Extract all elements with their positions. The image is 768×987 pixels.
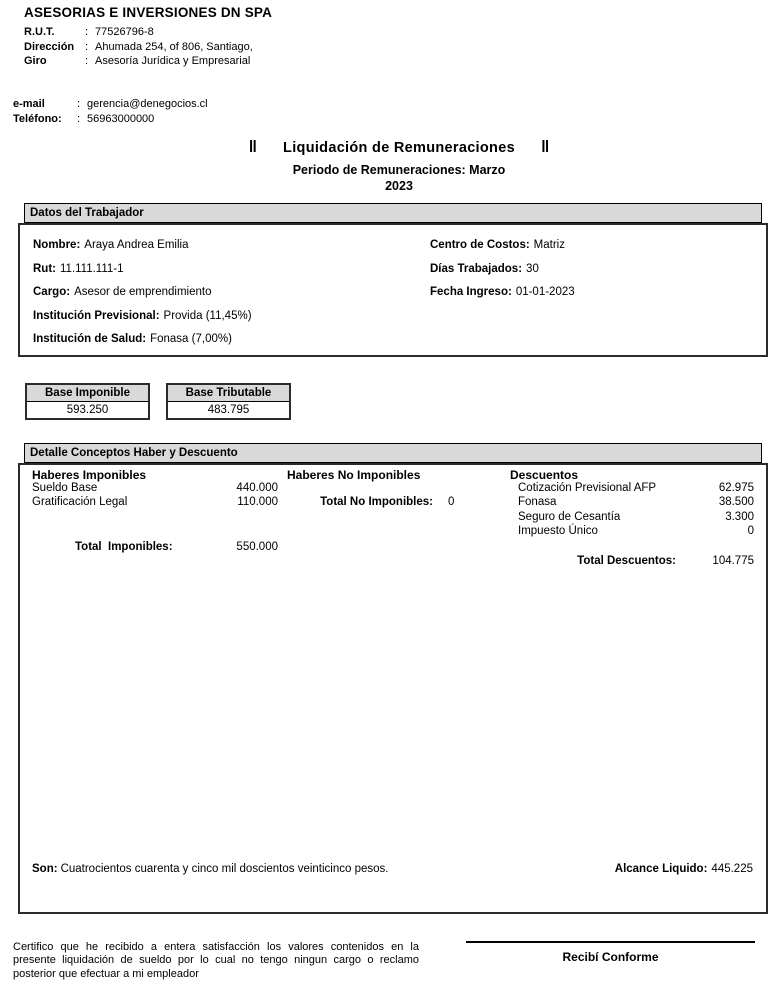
worker-name-pair (33, 239, 188, 251)
signature-label: Recibí Conforme (562, 950, 659, 964)
descuento-row-cesantia (518, 511, 754, 524)
pension-institution-value: Provida (11,45%) (163, 309, 252, 322)
descuento-row-impuesto (518, 525, 754, 538)
company-address-row (24, 40, 272, 55)
worker-position-pair (33, 286, 212, 298)
health-institution-value: Fonasa (7,00%) (150, 333, 232, 345)
total-imponibles-label: Total Imponibles: (75, 541, 173, 553)
rut-label: R.U.T. (24, 26, 55, 38)
total-imponibles-value: 550.000 (236, 541, 278, 553)
worker-name-label: Nombre: (33, 239, 81, 251)
certification-text: Certifico que he recibido a entera satisfacción los valores contenidos en la presente liquidación de sueldo por lo cual no tengo ningun cargo o reclamo posterior que efectuar a mi empleador (13, 941, 419, 980)
son-text: Cuatrocientos cuarenta y cinco mil doscientos veinticinco pesos. (60, 863, 389, 875)
email-label: e-mail (13, 98, 45, 110)
address-label: Dirección (24, 40, 75, 53)
total-no-imponibles-label: Total No Imponibles: (320, 496, 433, 508)
worker-row-1 (20, 234, 766, 258)
haberes-row-sueldo-base (32, 482, 278, 495)
base-tributable-value: 483.795 (207, 404, 250, 416)
worker-rut-value: 11.111.111-1 (60, 262, 124, 275)
worker-rut-label: Rut: (33, 262, 56, 275)
descuentos-title: Descuentos (510, 468, 579, 482)
worker-position-label: Cargo: (33, 286, 71, 298)
phone-row (13, 112, 208, 127)
total-imponibles-row (32, 541, 278, 553)
health-institution-pair (33, 333, 232, 345)
net-pay-row (615, 863, 753, 875)
company-giro-row (24, 54, 272, 69)
double-bar-icon: ‖ (540, 137, 550, 156)
worker-row-3 (20, 281, 766, 305)
cesantia-value: 3.300 (725, 510, 754, 523)
giro-colon: : (85, 55, 89, 67)
company-name: ASESORIAS E INVERSIONES DN SPA (24, 5, 273, 20)
phone-colon: : (77, 112, 81, 125)
address-colon: : (85, 40, 89, 53)
cost-center-pair (430, 234, 565, 258)
hire-date-label: Fecha Ingreso: (430, 286, 512, 298)
rut-colon: : (85, 26, 89, 38)
alcance-value: 445.225 (711, 863, 753, 875)
details-section-header: Detalle Conceptos Haber y Descuento (24, 443, 762, 463)
hire-date-pair (430, 281, 575, 305)
impuesto-label: Impuesto Único (518, 525, 598, 537)
cost-center-value: Matriz (533, 239, 565, 251)
signature-block (466, 941, 755, 964)
base-imponible-label: Base Imponible (27, 385, 148, 402)
worker-row-2 (20, 258, 766, 282)
worker-section-header: Datos del Trabajador (24, 203, 762, 223)
phone-label: Teléfono: (13, 112, 62, 125)
giro-value: Asesoría Jurídica y Empresarial (95, 55, 251, 67)
pension-institution-label: Institución Previsional: (33, 309, 160, 322)
email-value: gerencia@denegocios.cl (87, 98, 208, 110)
base-tributable-label: Base Tributable (168, 385, 289, 402)
sueldo-base-label: Sueldo Base (32, 482, 98, 494)
company-rut-row (24, 25, 272, 40)
days-worked-label: Días Trabajados: (430, 262, 523, 275)
amount-in-words (32, 861, 452, 878)
fonasa-value: 38.500 (718, 496, 754, 508)
descuento-row-afp (518, 482, 754, 495)
son-label: Son: (32, 863, 58, 875)
base-boxes (25, 383, 291, 420)
total-no-imponibles-row (20, 496, 456, 508)
gratificacion-value: 110.000 (237, 496, 278, 508)
total-descuentos-label: Total Descuentos: (577, 555, 676, 567)
worker-row-4 (20, 305, 766, 329)
total-descuentos-row (518, 555, 754, 567)
health-institution-label: Institución de Salud: (33, 333, 147, 345)
period-line-1: Periodo de Remuneraciones: Marzo (292, 163, 506, 177)
phone-value: 56963000000 (87, 112, 155, 125)
pension-institution-pair (33, 310, 252, 322)
address-value: Ahumada 254, of 806, Santiago, (95, 40, 253, 53)
total-descuentos-value: 104.775 (712, 555, 754, 567)
double-bar-icon: ‖ (248, 137, 258, 156)
hire-date-value: 01-01-2023 (515, 286, 575, 298)
details-section-body (18, 463, 768, 914)
fonasa-label: Fonasa (518, 496, 557, 508)
total-no-imponibles-value: 0 (448, 496, 455, 508)
haberes-no-imponibles-title: Haberes No Imponibles (287, 468, 421, 482)
period-line-2: 2023 (385, 179, 413, 193)
email-colon: : (77, 98, 81, 110)
worker-section-body (18, 223, 768, 357)
period-subtitle (0, 162, 768, 194)
document-title: Liquidación de Remuneraciones (283, 140, 515, 156)
document-title-row (0, 138, 768, 158)
base-imponible-box (25, 383, 150, 420)
afp-label: Cotización Previsional AFP (518, 482, 657, 494)
email-row (13, 97, 208, 112)
gratificacion-label: Gratificación Legal (32, 496, 128, 508)
impuesto-value: 0 (747, 525, 754, 537)
descuento-row-fonasa (518, 496, 754, 509)
worker-name-value: Araya Andrea Emilia (84, 239, 189, 251)
cesantia-label: Seguro de Cesantía (518, 510, 621, 523)
rut-value: 77526796-8 (95, 26, 154, 38)
giro-label: Giro (24, 55, 47, 67)
days-worked-value: 30 (526, 262, 539, 275)
days-worked-pair (430, 258, 539, 282)
haberes-imponibles-title: Haberes Imponibles (32, 468, 147, 482)
cost-center-label: Centro de Costos: (430, 239, 530, 251)
worker-section (18, 203, 768, 357)
worker-rut-pair (33, 263, 124, 275)
worker-row-5 (20, 328, 766, 352)
base-imponible-value: 593.250 (66, 404, 109, 416)
details-section (18, 443, 768, 914)
afp-value: 62.975 (718, 482, 754, 494)
company-info-block (24, 5, 272, 69)
worker-position-value: Asesor de emprendimiento (74, 286, 212, 298)
contact-info-block (13, 97, 208, 126)
alcance-label: Alcance Liquido: (614, 863, 708, 875)
base-tributable-box (166, 383, 291, 420)
sueldo-base-value: 440.000 (236, 482, 278, 494)
